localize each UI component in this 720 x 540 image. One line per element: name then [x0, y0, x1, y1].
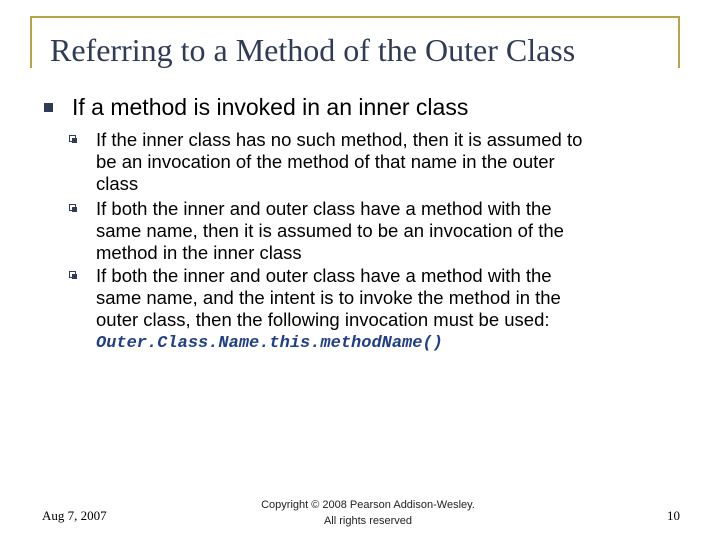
footer-copyright: [220, 497, 516, 529]
page-number: 10: [667, 508, 680, 523]
sub-bullet-line: class: [96, 173, 139, 194]
main-bullet-text: If a method is invoked in an inner class: [72, 94, 469, 120]
sub-bullet-line: If both the inner and outer class have a method with the: [96, 265, 552, 286]
sub-bullet-item: [96, 265, 691, 331]
sub-bullet-line: method in the inner class: [96, 242, 302, 263]
sub-bullet-line: be an invocation of the method of that name in the outer: [96, 151, 555, 172]
hollow-square-bullet-icon: [69, 135, 76, 142]
sub-bullet-item: [96, 198, 691, 264]
sub-bullet-line: outer class, then the following invocation must be used:: [96, 309, 550, 330]
sub-bullet-line: If the inner class has no such method, then it is assumed to: [96, 129, 583, 150]
slide-title: Referring to a Method of the Outer Class: [50, 32, 576, 68]
square-bullet-icon: [44, 103, 53, 112]
title-frame-left-line: [30, 16, 32, 68]
copyright-line: All rights reserved: [323, 515, 413, 527]
sub-bullet-item: [96, 129, 691, 195]
copyright-line: Copyright © 2008 Pearson Addison-Wesley.: [261, 499, 475, 511]
sub-bullet-line: same name, then it is assumed to be an invocation of the: [96, 220, 564, 241]
sub-bullet-line: same name, and the intent is to invoke the method in the: [96, 287, 561, 308]
code-example: Outer.Class.Name.this.methodName(): [96, 334, 443, 353]
footer-date: Aug 7, 2007: [42, 508, 107, 523]
sub-bullet-text: [96, 265, 691, 331]
title-frame-top-line: [30, 16, 680, 18]
sub-bullet-text: [96, 198, 691, 264]
sub-bullet-line: If both the inner and outer class have a method with the: [96, 198, 552, 219]
hollow-square-bullet-icon: [69, 271, 76, 278]
sub-bullet-text: [96, 129, 691, 195]
hollow-square-bullet-icon: [69, 204, 76, 211]
title-frame-right-line: [678, 16, 680, 68]
